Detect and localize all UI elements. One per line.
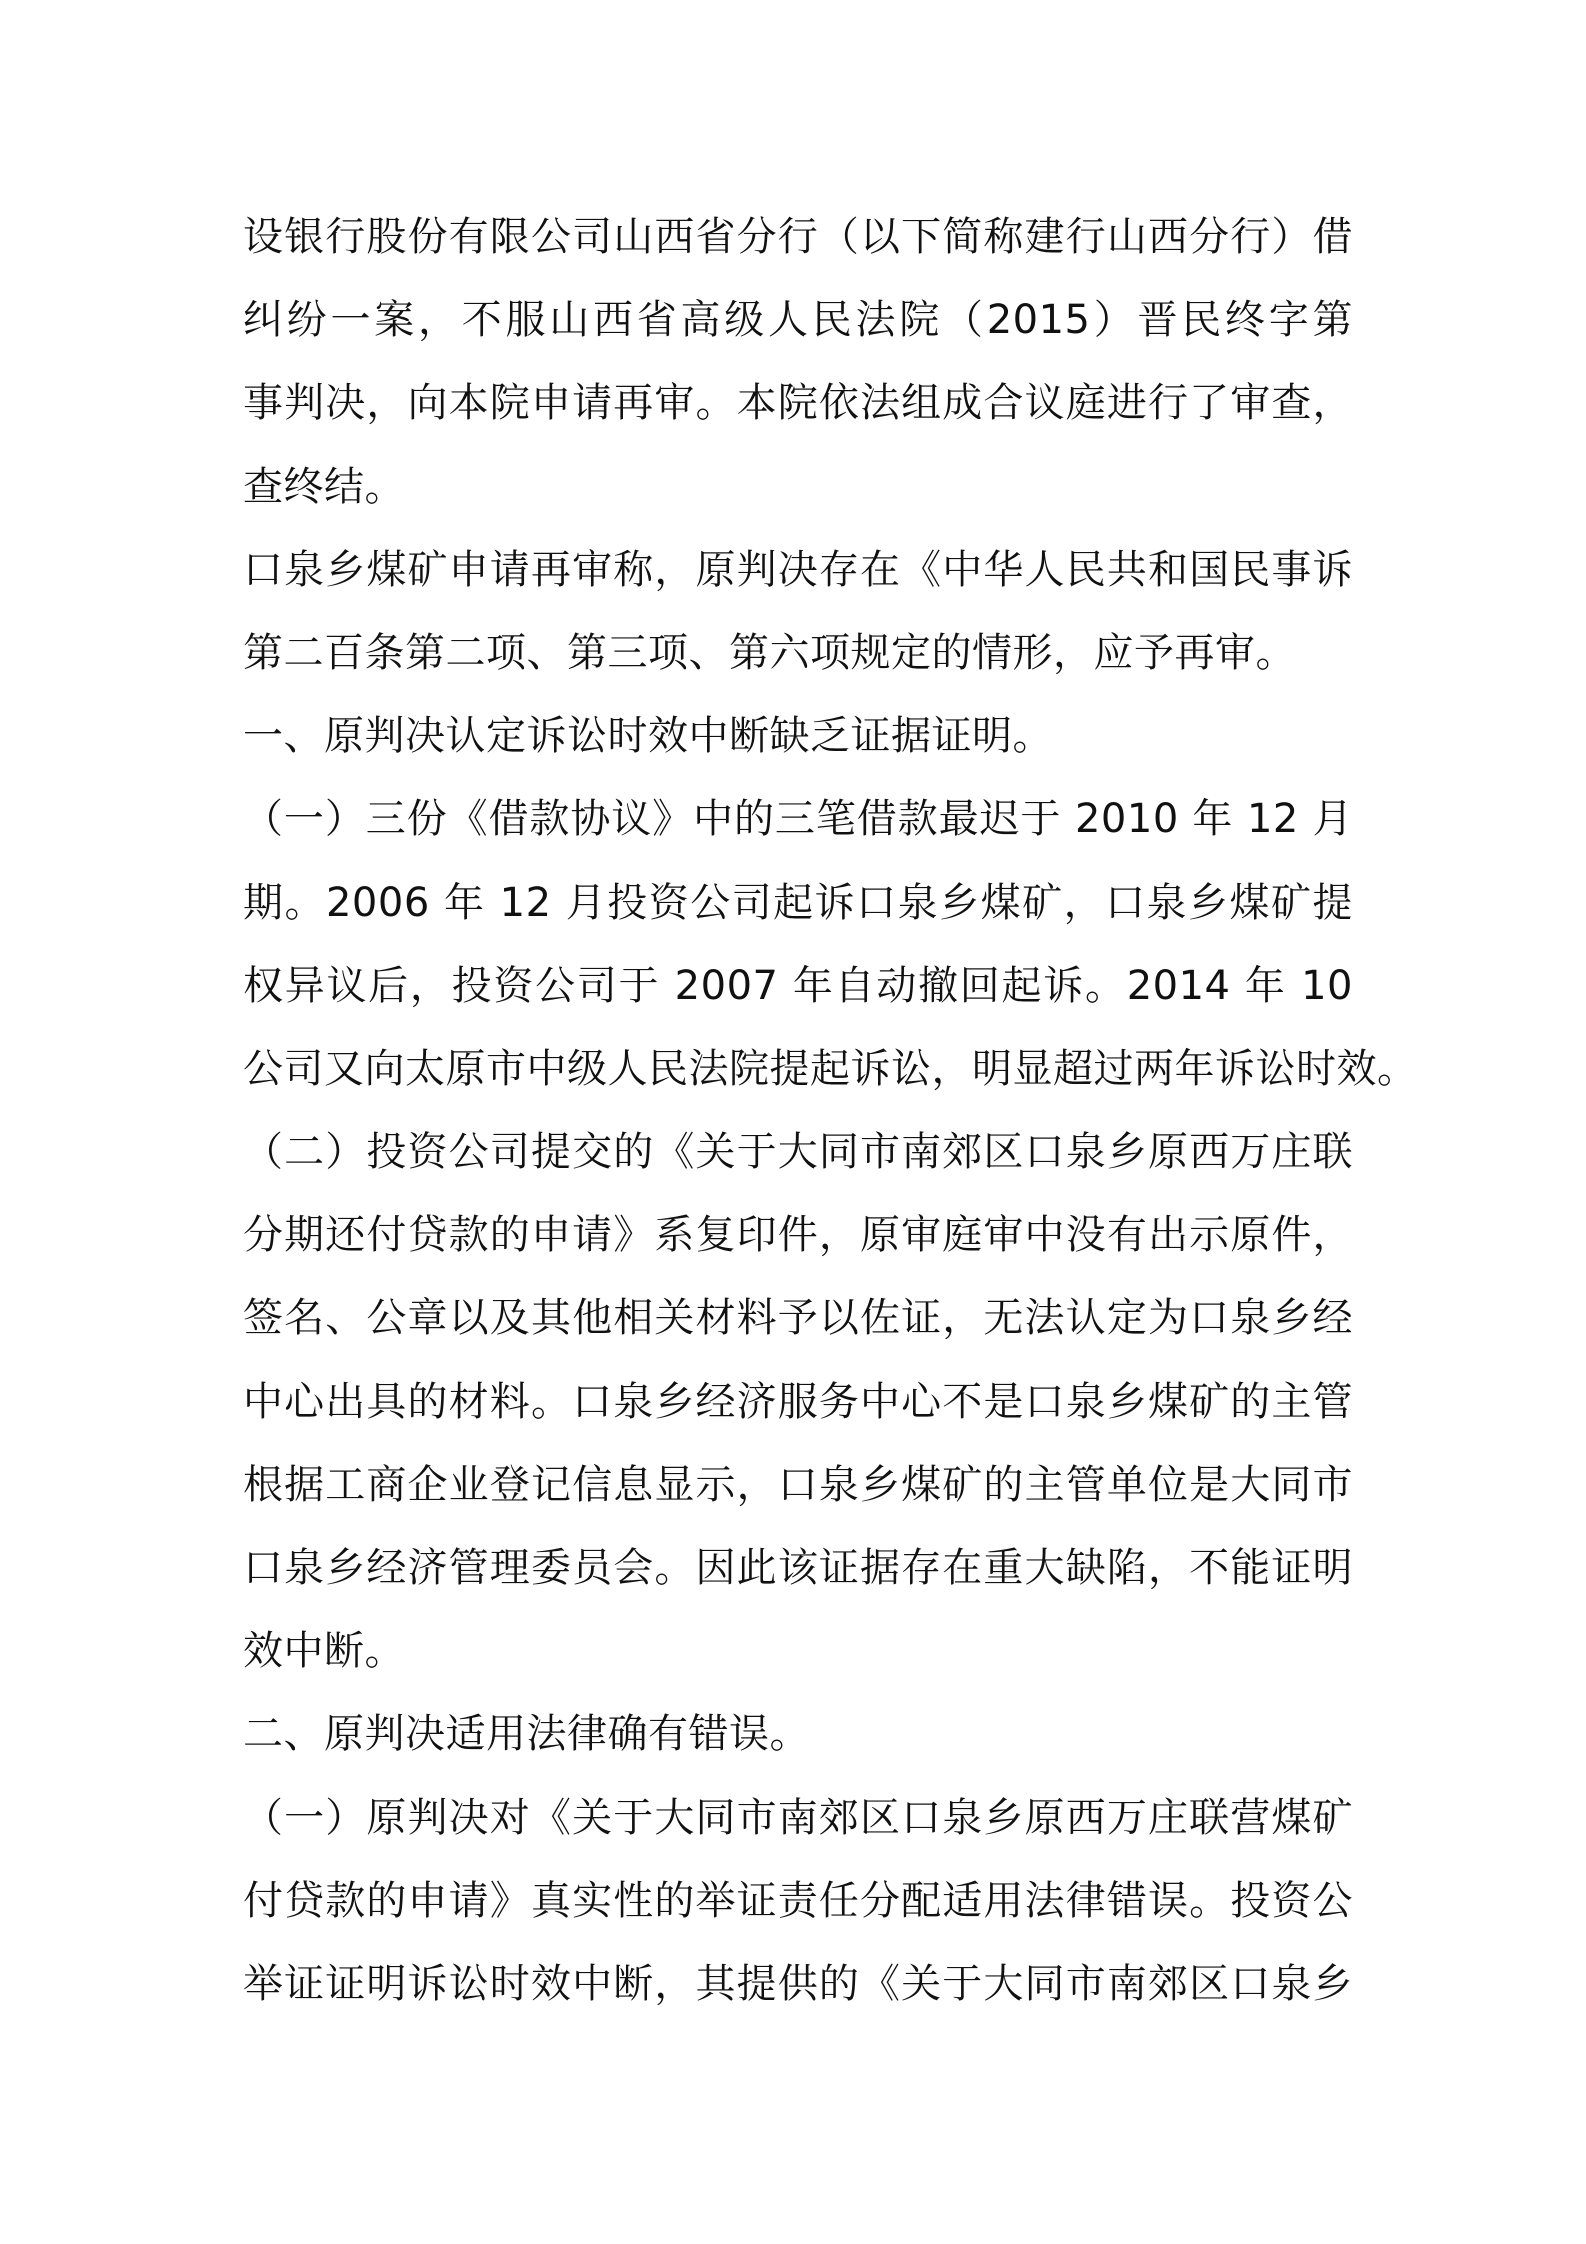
text-line: （一）三份《借款协议》中的三笔借款最迟于 2010 年 12 月 [243, 796, 1353, 843]
text-line: 权异议后，投资公司于 2007 年自动撤回起诉。2014 年 10 [243, 962, 1353, 1009]
text-line: 期。2006 年 12 月投资公司起诉口泉乡煤矿，口泉乡煤矿提 [243, 879, 1353, 926]
text-line: 设银行股份有限公司山西省分行（以下简称建行山西分行）借 [243, 214, 1353, 260]
text-line: 分期还付贷款的申请》系复印件，原审庭审中没有出示原件， [243, 1212, 1353, 1259]
text-line: 口泉乡经济管理委员会。因此该证据存在重大缺陷，不能证明 [243, 1545, 1353, 1591]
text-line: 查终结。 [243, 463, 405, 510]
text-line: 付贷款的申请》真实性的举证责任分配适用法律错误。投资公 [243, 1877, 1353, 1924]
section-heading: 一、原判决认定诉讼时效中断缺乏证据证明。 [243, 713, 1053, 760]
text-line: 中心出具的材料。口泉乡经济服务中心不是口泉乡煤矿的主管 [243, 1378, 1353, 1425]
document-body [243, 196, 1418, 2026]
text-line: 口泉乡煤矿申请再审称，原判决存在《中华人民共和国民事诉 [243, 546, 1353, 593]
text-line: （一）原判决对《关于大同市南郊区口泉乡原西万庄联营煤矿 [243, 1794, 1353, 1841]
text-line: 举证证明诉讼时效中断，其提供的《关于大同市南郊区口泉乡 [243, 1960, 1353, 2007]
text-line: 根据工商企业登记信息显示，口泉乡煤矿的主管单位是大同市 [243, 1461, 1353, 1508]
text-line: 纠纷一案，不服山西省高级人民法院（2015）晋民终字第 [243, 297, 1353, 344]
text-line: 第二百条第二项、第三项、第六项规定的情形，应予再审。 [243, 629, 1296, 676]
section-heading: 二、原判决适用法律确有错误。 [243, 1711, 810, 1758]
text-line: 效中断。 [243, 1628, 405, 1675]
text-line: （二）投资公司提交的《关于大同市南郊区口泉乡原西万庄联 [243, 1129, 1353, 1176]
text-line: 签名、公章以及其他相关材料予以佐证，无法认定为口泉乡经 [243, 1295, 1353, 1342]
text-line: 公司又向太原市中级人民法院提起诉讼，明显超过两年诉讼时效。 [243, 1045, 1418, 1092]
text-line: 事判决，向本院申请再审。本院依法组成合议庭进行了审查， [243, 380, 1353, 427]
